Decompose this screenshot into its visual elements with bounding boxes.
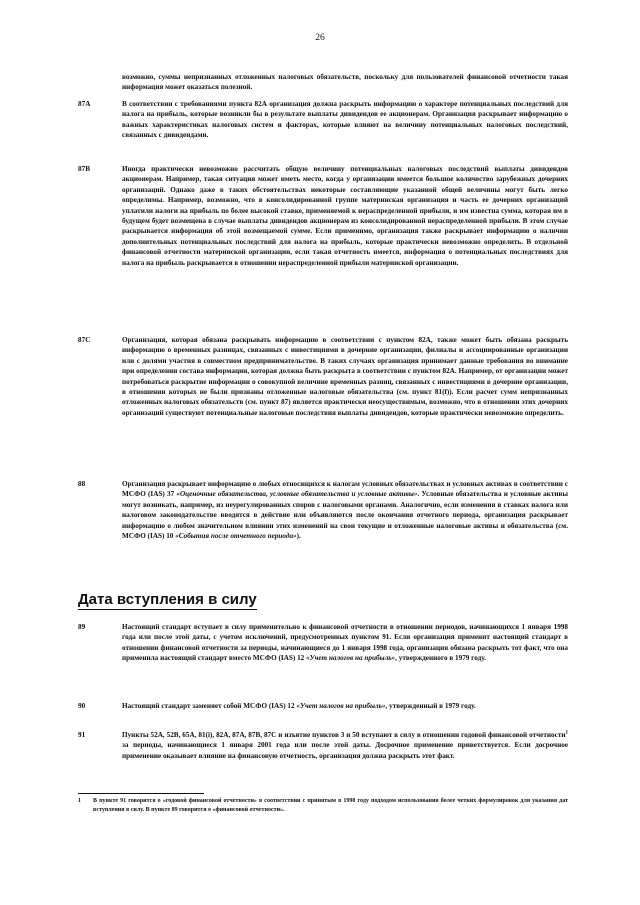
footnote-divider bbox=[78, 793, 204, 794]
paragraph-89 bbox=[78, 622, 568, 664]
paragraph-text: Настоящий стандарт заменяет собой МСФО (IAS) 12 «Учет налогов на прибыль», утвержденный в 1979 году. bbox=[122, 702, 476, 710]
paragraph-number: 89 bbox=[78, 623, 86, 631]
footnote-text: В пункте 91 говорится о «годовой финансовой отчетности» в соответствии с принятым в 1998 году подходом использования более четких формулировок для указания дат вступления в силу. В пункте 89 говорится о «финансовой отчетности». bbox=[93, 798, 568, 813]
ias10-title: «События после отчетного периода» bbox=[175, 532, 297, 541]
paragraph-number: 87B bbox=[78, 165, 90, 173]
paragraph-88 bbox=[78, 479, 568, 541]
ias12-title: «Учет налогов на прибыль» bbox=[296, 702, 386, 710]
paragraph-number: 91 bbox=[78, 731, 86, 739]
section-heading: Дата вступления в силу bbox=[78, 591, 257, 608]
paragraph-91 bbox=[78, 730, 568, 761]
paragraph-text: Иногда практически невозможно рассчитать общую величину потенциальных налоговых последствий выплаты дивидендов акционерам. Например, такая ситуация может иметь место, когда у организации имеется большое количество зарубежных дочерних организаций. Однако даже в таких обстоятельствах некоторые составляющие указанной общей величины могут быть легко определимы. Например, возможно, что в консолидированной группе материнская организация и часть ее дочерних организаций уплатили налоги на прибыль по более высокой ставке, применяемой к нераспределенной прибыли, и им известна сумма, которая им в будущем будет возмещена в случае выплаты дивидендов акционерам из консолидированной нераспределенной прибыли. В этом случае раскрывается информация об этой возмещаемой сумме. Если применимо, организация также раскрывает информацию о наличии дополнительных потенциальных последствий для налога на прибыль, которые практически невозможно определить. В отдельной финансовой отчетности материнской организации, если такая отчетность имеется, информация о потенциальных последствиях для налога на прибыль раскрывается в отношении нераспределенной прибыли материнской организации. bbox=[122, 165, 568, 267]
paragraph-number: 87A bbox=[78, 100, 91, 108]
paragraph-text: Пункты 52А, 52В, 65А, 81(i), 82А, 87А, 87В, 87С и изъятие пунктов 3 и 50 вступают в силу в отношении годовой финансовой отчетности$^1$ за периоды, начинающиеся 1 января 2001 года или после этой даты. Досрочное применение приветствуется. Если досрочное применение оказывает влияние на финансовую отчетность, организация должна раскрыть этот факт. bbox=[122, 730, 568, 760]
paragraph-number: 90 bbox=[78, 702, 86, 710]
continuation-paragraph: возможно, суммы непризнанных отложенных налоговых обязательств, поскольку для пользователей финансовой отчетности такая информация может оказаться полезной. bbox=[122, 73, 568, 92]
footnote-mark: 1 bbox=[78, 798, 81, 804]
paragraph-number: 88 bbox=[78, 480, 86, 488]
ias12-title: «Учет налогов на прибыль» bbox=[306, 654, 396, 663]
page-number: 26 bbox=[315, 33, 325, 43]
paragraph-text: Организация раскрывает информацию о любых относящихся к налогам условных обязательствах и условных активах в соответствии с МСФО (IAS) 37 «Оценочные обязательства, условные обязательства и условные активы». Условные обязательства и условные активы могут возникать, например, из неурегулированных споров с налоговыми органами. Аналогично, если изменения в ставках налога или налоговом законодательстве вводятся в действие или объявляются после окончания отчетного периода, организация раскрывает информацию о любом значительном влиянии этих изменений на свои текущие и отложенные налоговые активы и обязательства (см. МСФО (IAS) 10 «События после отчетного периода»). bbox=[122, 480, 568, 541]
paragraph-87b bbox=[78, 164, 568, 268]
footnote-reference[interactable]: 1 bbox=[565, 730, 568, 736]
ias37-title: «Оценочные обязательства, условные обязательства и условные активы» bbox=[176, 490, 418, 499]
paragraph-text: В соответствии с требованиями пункта 82А организация должна раскрыть информацию о характере потенциальных последствий для налога на прибыль, которые возникли бы в результате выплаты дивидендов ее акционерам. Организация раскрывает информацию о важных характеристиках налоговых систем и факторах, которые влияют на величину потенциальных налоговых последствий, связанных с дивидендами. bbox=[122, 100, 568, 140]
paragraph-87c bbox=[78, 335, 568, 418]
paragraph-text: Организация, которая обязана раскрывать информацию в соответствии с пунктом 82А, также может быть обязана раскрыть информацию о временных разницах, связанных с инвестициями в дочерние организации, филиалы и ассоциированные организации или с долями участия в совместном предпринимательстве. В таких случаях организация принимает данные требования во внимание при определении состава информации, которая должна быть раскрыта в соответствии с пунктом 82А. Например, от организации может потребоваться раскрытие информации о совокупной величине временных разниц, связанных с инвестициями в дочерние организации, в отношении которых не были признаны отложенные налоговые обязательства (см. пункт 81(f)). Если расчет сумм непризнанных отложенных налоговых обязательств (см. пункт 87) является практически неосуществимым, возможно, что в отношении этих дочерних организаций существуют потенциальные налоговые последствия выплаты дивидендов, которые практически невозможно определить. bbox=[122, 336, 568, 417]
footnote bbox=[78, 797, 568, 814]
paragraph-87a bbox=[78, 99, 568, 141]
paragraph-text: Настоящий стандарт вступает в силу применительно к финансовой отчетности в отношении периодов, начинающихся 1 января 1998 года или после этой даты, с учетом исключений, предусмотренных пунктом 91. Если организация применит настоящий стандарт в отношении финансовой отчетности за периоды, начинающиеся до 1 января 1998 года, организация обязана раскрыть тот факт, что она применила настоящий стандарт вместо МСФО (IAS) 12 «Учет налогов на прибыль», утвержденного в 1979 году. bbox=[122, 623, 568, 663]
paragraph-90 bbox=[78, 701, 568, 711]
paragraph-number: 87C bbox=[78, 336, 91, 344]
